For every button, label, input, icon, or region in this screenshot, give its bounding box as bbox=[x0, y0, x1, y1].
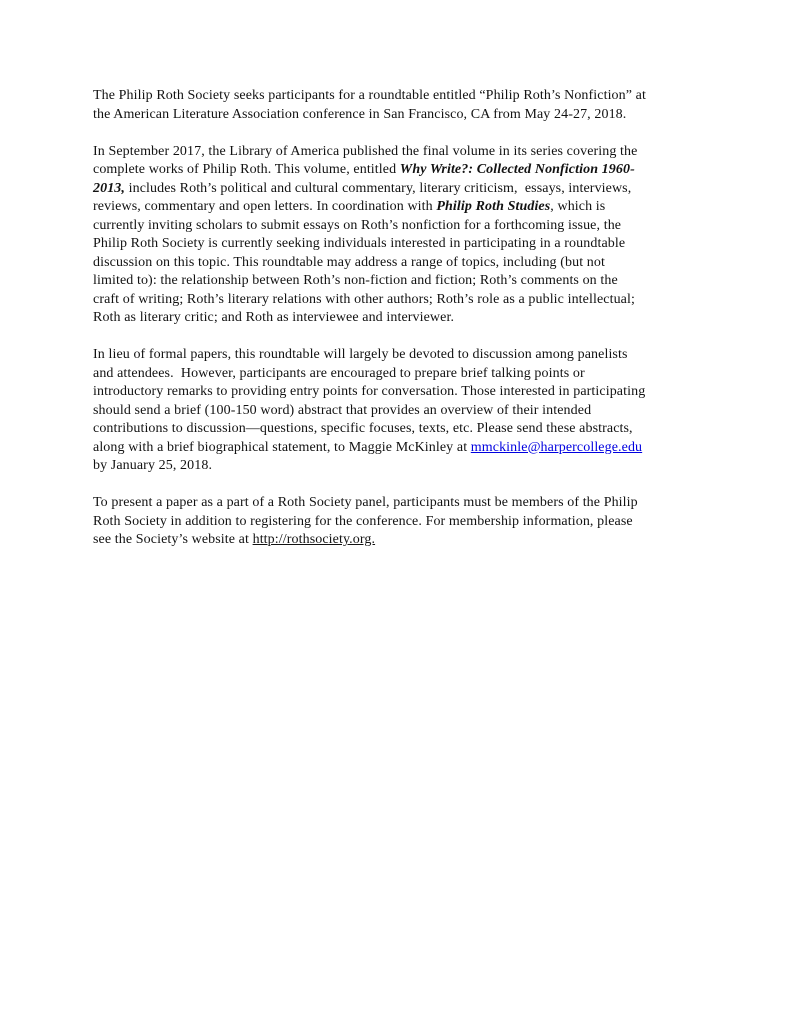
text-run: Why Write?: Collected Nonfiction 1960- bbox=[399, 162, 635, 177]
text-run: In September 2017, the Library of America published the final volume in its series covering the bbox=[93, 143, 638, 159]
text-run: by January 25, 2018. bbox=[93, 458, 213, 473]
text-line bbox=[93, 531, 705, 550]
text-line bbox=[93, 106, 705, 125]
text-run: The Philip Roth Society seeks participants for a roundtable entitled “Philip Roth’s Nonfiction” at bbox=[93, 88, 646, 103]
document-body bbox=[93, 87, 705, 550]
text-line bbox=[93, 494, 705, 513]
text-line bbox=[93, 513, 705, 532]
text-line bbox=[93, 402, 705, 421]
text-line bbox=[93, 272, 705, 291]
text-line bbox=[93, 161, 705, 180]
text-line bbox=[93, 383, 705, 402]
text-run: currently inviting scholars to submit essays on Roth’s nonfiction for a forthcoming issue, the bbox=[93, 217, 622, 233]
website-link[interactable]: http://rothsociety.org. bbox=[252, 532, 376, 547]
text-run: 2013, bbox=[93, 180, 125, 196]
text-line bbox=[93, 217, 705, 236]
text-run: see the Society’s website at bbox=[93, 532, 253, 547]
text-run: contributions to discussion—questions, specific focuses, texts, etc. Please send these abstracts, bbox=[93, 421, 633, 436]
text-line bbox=[93, 198, 705, 217]
text-run: complete works of Philip Roth. This volume, entitled bbox=[93, 162, 400, 177]
text-run: along with a brief biographical statement, to Maggie McKinley at bbox=[93, 439, 471, 455]
text-line bbox=[93, 143, 705, 162]
text-run: and attendees. However, participants are encouraged to prepare brief talking points or bbox=[93, 365, 585, 381]
text-run: Philip Roth Studies bbox=[436, 199, 551, 214]
paragraph bbox=[93, 87, 705, 124]
text-run: should send a brief (100-150 word) abstract that provides an overview of their intended bbox=[93, 402, 592, 418]
text-run: , which is bbox=[550, 199, 606, 214]
text-run: discussion on this topic. This roundtable may address a range of topics, including (but not bbox=[93, 254, 605, 270]
text-line bbox=[93, 420, 705, 439]
text-line bbox=[93, 180, 705, 199]
text-line bbox=[93, 235, 705, 254]
text-line bbox=[93, 309, 705, 328]
text-run: the American Literature Association conference in San Francisco, CA from May 24-27, 2018. bbox=[93, 106, 627, 122]
text-line bbox=[93, 365, 705, 384]
text-line bbox=[93, 457, 705, 476]
text-run: Roth as literary critic; and Roth as interviewee and interviewer. bbox=[93, 310, 455, 325]
text-line bbox=[93, 87, 705, 106]
text-run: limited to): the relationship between Roth’s non-fiction and fiction; Roth’s comments on the bbox=[93, 273, 618, 288]
email-link[interactable]: mmckinle@harpercollege.edu bbox=[470, 439, 643, 455]
text-run: In lieu of formal papers, this roundtable will largely be devoted to discussion among panelists bbox=[93, 347, 628, 362]
text-line bbox=[93, 439, 705, 458]
text-run: Philip Roth Society is currently seeking individuals interested in participating in a roundtable bbox=[93, 236, 626, 251]
text-run: craft of writing; Roth’s literary relations with other authors; Roth’s role as a public intellectual; bbox=[93, 291, 635, 307]
paragraph bbox=[93, 346, 705, 476]
text-line bbox=[93, 346, 705, 365]
text-run: reviews, commentary and open letters. In coordination with bbox=[93, 199, 437, 214]
text-run: To present a paper as a part of a Roth Society panel, participants must be members of the Philip bbox=[93, 495, 638, 510]
text-line bbox=[93, 254, 705, 273]
text-line bbox=[93, 291, 705, 310]
paragraph bbox=[93, 494, 705, 550]
text-run: introductory remarks to providing entry points for conversation. Those interested in participating bbox=[93, 384, 646, 399]
text-run: Roth Society in addition to registering for the conference. For membership information, please bbox=[93, 513, 633, 529]
text-run: includes Roth’s political and cultural commentary, literary criticism, essays, interviews, bbox=[125, 180, 632, 196]
paragraph bbox=[93, 143, 705, 328]
